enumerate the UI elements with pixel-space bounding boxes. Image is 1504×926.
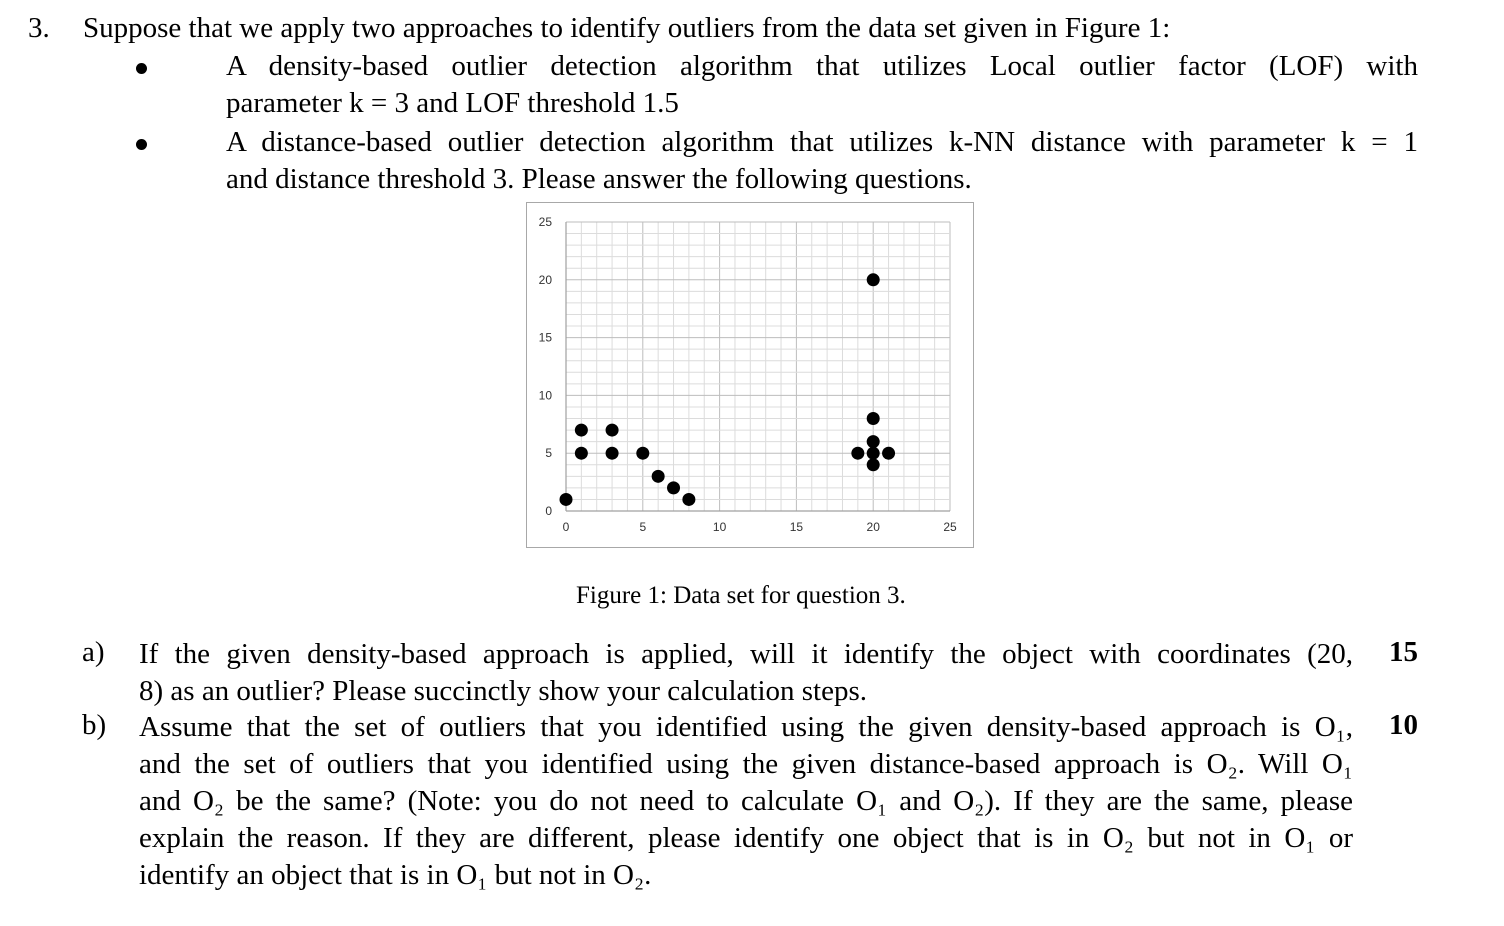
- data-point: [867, 435, 880, 448]
- data-point: [575, 424, 588, 437]
- y-tick-label: 15: [538, 330, 552, 345]
- scatter-chart: [527, 203, 975, 549]
- y-tick-label: 20: [538, 272, 552, 287]
- data-point: [682, 493, 695, 506]
- data-point: [606, 424, 619, 437]
- part-line: Assume that the set of outliers that you identified using the given density-based approach is O₁,: [139, 711, 1353, 743]
- x-tick-label: 0: [562, 520, 570, 534]
- question-number: 3.: [28, 12, 50, 44]
- data-point: [652, 470, 665, 483]
- bullet-icon: [136, 139, 147, 150]
- data-point: [867, 458, 880, 471]
- data-point: [560, 493, 573, 506]
- data-point: [636, 447, 649, 460]
- figure-frame: [526, 202, 974, 548]
- data-point: [851, 447, 864, 460]
- x-tick-label: 15: [789, 520, 804, 534]
- part-a-label: a): [82, 636, 105, 668]
- bullet-line: parameter k = 3 and LOF threshold 1.5: [226, 87, 679, 119]
- data-point: [882, 447, 895, 460]
- part-b-text: [139, 709, 1353, 894]
- part-line: and the set of outliers that you identified using the given distance-based approach is O₂. Will O₁: [139, 748, 1353, 780]
- question-intro: Suppose that we apply two approaches to identify outliers from the data set given in Figure 1:: [83, 12, 1171, 44]
- bullet-icon: [136, 63, 147, 74]
- y-tick-label: 5: [545, 446, 552, 461]
- part-a-points: 15: [1389, 636, 1418, 668]
- part-line: identify an object that is in O₁ but not in O₂.: [139, 859, 652, 891]
- data-point: [867, 447, 880, 460]
- part-b-label: b): [82, 709, 107, 741]
- part-a-text: [139, 636, 1353, 710]
- x-tick-label: 5: [639, 520, 647, 534]
- bullet-line: and distance threshold 3. Please answer the following questions.: [226, 163, 972, 195]
- data-point: [867, 412, 880, 425]
- y-tick-label: 10: [538, 388, 552, 403]
- part-line: If the given density-based approach is applied, will it identify the object with coordinates (20,: [139, 638, 1353, 670]
- bullet-distance: [226, 124, 1418, 198]
- part-line: and O₂ be the same? (Note: you do not need to calculate O₁ and O₂). If they are the same, please: [139, 785, 1353, 817]
- x-tick-label: 10: [712, 520, 727, 534]
- data-point: [606, 447, 619, 460]
- part-line: explain the reason. If they are different, please identify one object that is in O₂ but not in O₁ or: [139, 822, 1353, 854]
- data-point: [667, 481, 680, 494]
- part-b-points: 10: [1389, 709, 1418, 741]
- bullet-line: A distance-based outlier detection algorithm that utilizes k-NN distance with parameter k = 1: [226, 126, 1418, 158]
- y-tick-label: 0: [545, 504, 552, 518]
- part-line: 8) as an outlier? Please succinctly show your calculation steps.: [139, 675, 868, 707]
- data-point: [867, 273, 880, 286]
- x-tick-label: 25: [943, 520, 957, 534]
- figure-caption: Figure 1: Data set for question 3.: [576, 582, 906, 609]
- bullet-density: [226, 48, 1418, 122]
- data-point: [575, 447, 588, 460]
- x-tick-label: 20: [866, 520, 880, 534]
- y-tick-label: 25: [538, 215, 552, 229]
- bullet-line: A density-based outlier detection algorithm that utilizes Local outlier factor (LOF) with: [226, 50, 1418, 82]
